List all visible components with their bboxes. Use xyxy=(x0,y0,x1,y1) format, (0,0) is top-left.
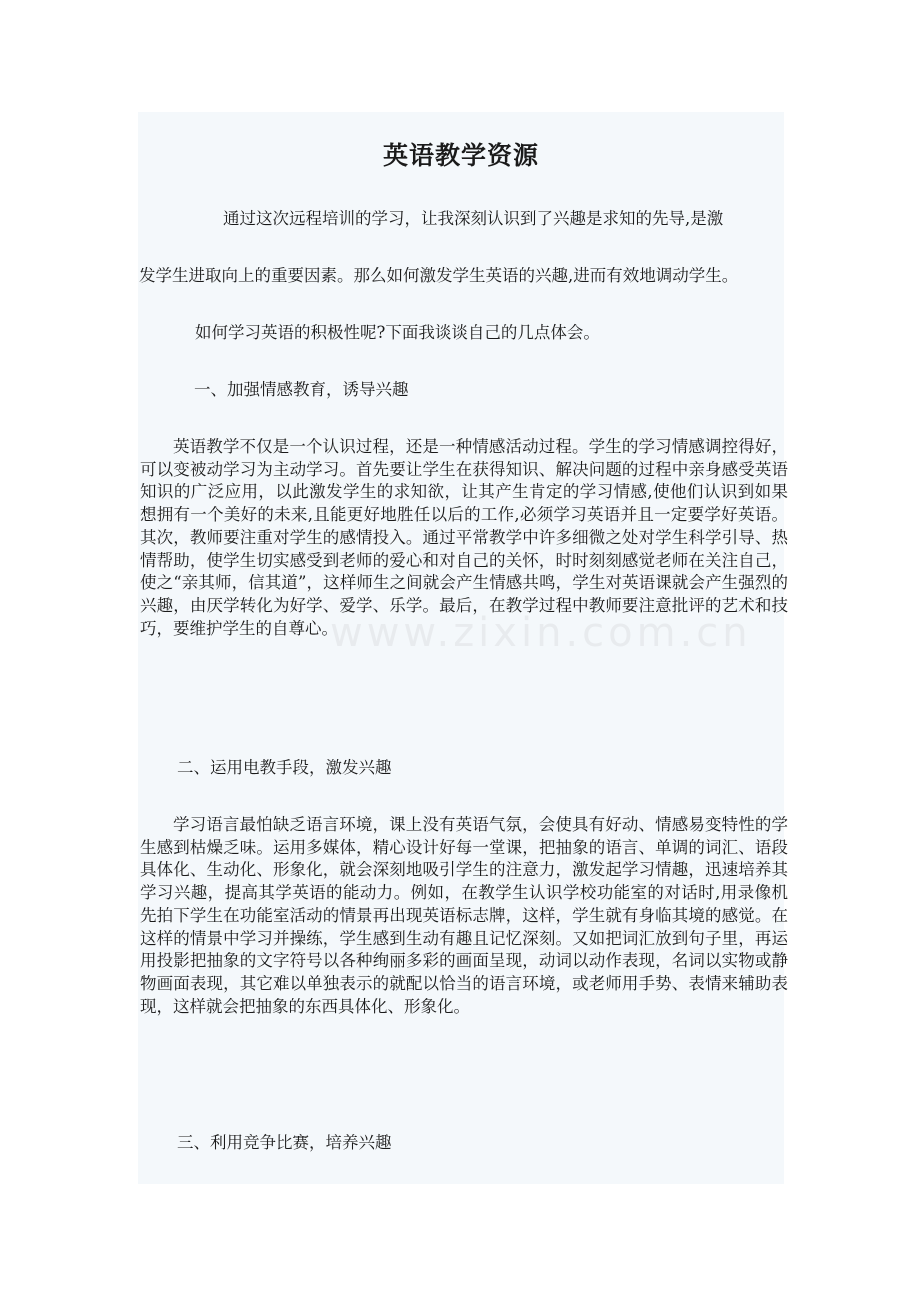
watermark: www.zixin.com.cn xyxy=(330,610,752,656)
section-heading-3: 三、利用竞争比赛，培养兴趣 xyxy=(177,1133,392,1152)
intro-line-2: 发学生进取向上的重要因素。那么如何激发学生英语的兴趣,进而有效地调动学生。 xyxy=(139,266,739,285)
intro-line-1: 通过这次远程培训的学习，让我深刻认识到了兴趣是求知的先导,是激 xyxy=(223,209,724,228)
section-heading-2: 二、运用电教手段，激发兴趣 xyxy=(177,758,392,777)
document-title: 英语教学资源 xyxy=(382,141,539,170)
intro-line-3: 如何学习英语的积极性呢?下面我谈谈自己的几点体会。 xyxy=(195,323,600,342)
section-body-1: 英语教学不仅是一个认识过程，还是一种情感活动过程。学生的学习情感调控得好，可以变被动学习为主动学习。首先要让学生在获得知识、解决问题的过程中亲身感受英语知识的广泛应用，以此激发学生的求知欲，让其产生肯定的学习情感,使他们认识到如果想拥有一个美好的未来,且能更好地胜任以后的工作,必须学习英语并且一定要学好英语。其次，教师要注重对学生的感情投入。通过平常教学中许多细微之处对学生科学引导、热情帮助，使学生切实感受到老师的爱心和对自己的关怀，时时刻刻感觉老师在关注自己，使之“亲其师，信其道”，这样师生之间就会产生情感共鸣，学生对英语课就会产生强烈的兴趣，由厌学转化为好学、爱学、乐学。最后，在教学过程中教师要注意批评的艺术和技巧，要维护学生的自尊心。 xyxy=(140,437,788,638)
section-body-2: 学习语言最怕缺乏语言环境，课上没有英语气氛，会使具有好动、情感易变特性的学生感到枯燥乏味。运用多媒体，精心设计好每一堂课，把抽象的语言、单调的词汇、语段具体化、生动化、形象化，就会深刻地吸引学生的注意力，激发起学习情趣，迅速培养其学习兴趣，提高其学英语的能动力。例如，在教学生认识学校功能室的对话时,用录像机先拍下学生在功能室活动的情景再出现英语标志牌，这样，学生就有身临其境的感觉。在这样的情景中学习并操练，学生感到生动有趣且记忆深刻。又如把词汇放到句子里，再运用投影把抽象的文字符号以各种绚丽多彩的画面呈现，动词以动作表现，名词以实物或静物画面表现，其它难以单独表示的就配以恰当的语言环境，或老师用手势、表情来辅助表现，这样就会把抽象的东西具体化、形象化。 xyxy=(140,815,788,1016)
section-heading-1: 一、加强情感教育，诱导兴趣 xyxy=(194,380,409,399)
